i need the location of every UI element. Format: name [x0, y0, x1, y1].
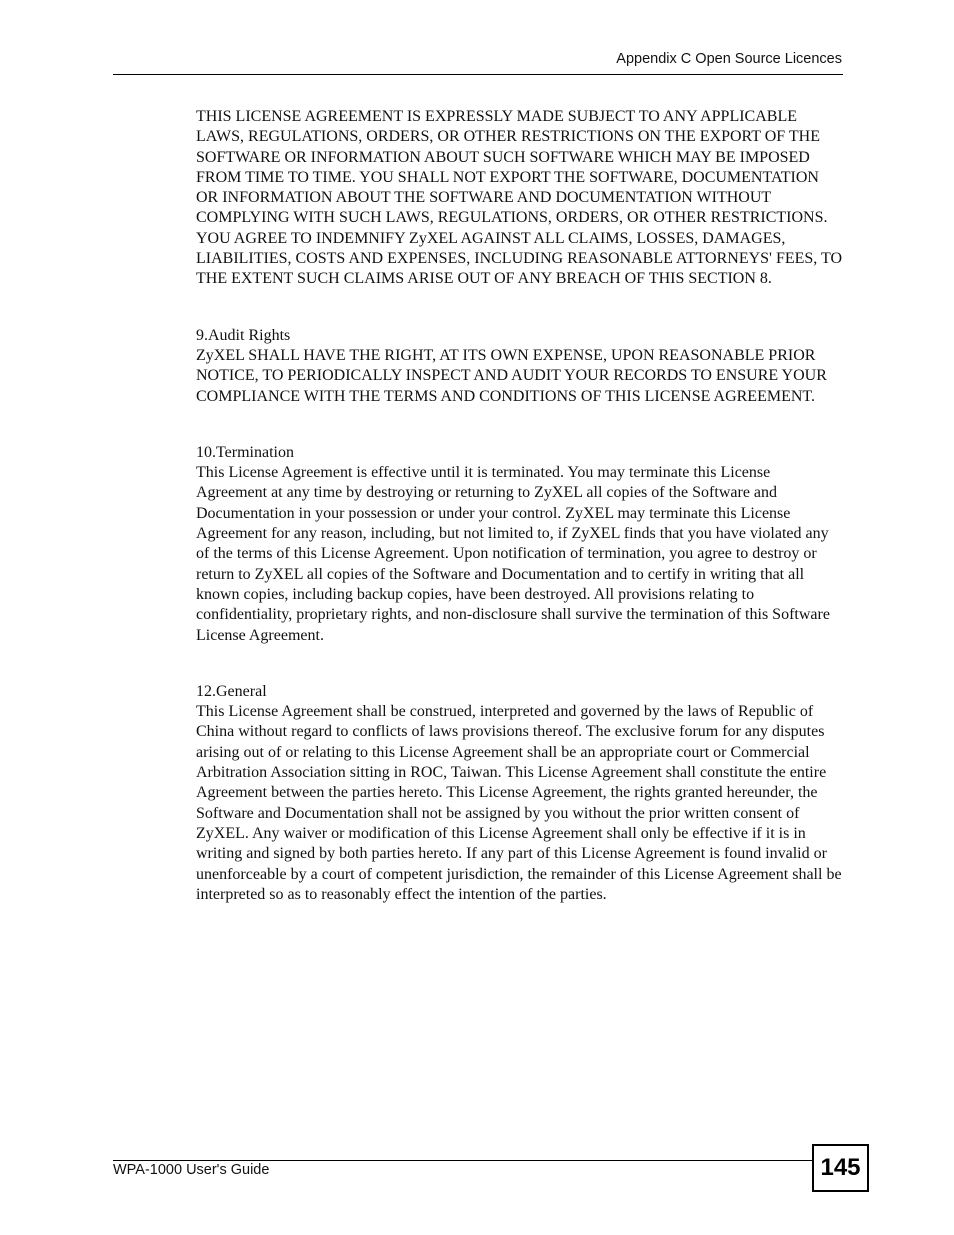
paragraph-audit-rights: ZyXEL SHALL HAVE THE RIGHT, AT ITS OWN EXPENSE, UPON REASONABLE PRIOR NOTICE, TO PERIODICALLY INSPECT AND AUDIT YOUR RECORDS TO ENSURE YOUR COMPLIANCE WITH THE TERMS AND CONDITIONS OF THIS LICENSE AGREEMENT.	[196, 346, 827, 405]
section-export-restrictions	[196, 107, 844, 290]
section-general	[196, 682, 844, 905]
section-gap	[196, 407, 844, 443]
section-termination	[196, 443, 844, 646]
page-number-box	[812, 1144, 869, 1192]
document-body	[196, 107, 844, 905]
paragraph-termination: This License Agreement is effective until it is terminated. You may terminate this License Agreement at any time by destroying or returning to ZyXEL all copies of the Software and Documentation in your possession or under your control. ZyXEL may terminate this License Agreement for any reason, including, but not limited to, if ZyXEL finds that you have violated any of the terms of this License Agreement. Upon notification of termination, you agree to destroy or return to ZyXEL all copies of the Software and Documentation and to certify in writing that all known copies, including backup copies, have been destroyed. All provisions relating to confidentiality, proprietary rights, and non-disclosure shall survive the termination of this Software License Agreement.	[196, 464, 830, 644]
heading-general: 12.General	[196, 682, 267, 700]
section-audit-rights	[196, 326, 844, 407]
footer-rule	[113, 1160, 813, 1161]
page-number: 145	[820, 1154, 861, 1181]
heading-termination: 10.Termination	[196, 443, 294, 461]
footer-guide-title: WPA-1000 User's Guide	[113, 1162, 270, 1178]
paragraph-general: This License Agreement shall be construed, interpreted and governed by the laws of Republic of China without regard to conflicts of laws provisions thereof. The exclusive forum for any disputes arising out of or relating to this License Agreement shall be an appropriate court or Commercial Arbitration Association sitting in ROC, Taiwan. This License Agreement shall constitute the entire Agreement between the parties hereto. This License Agreement, the rights granted hereunder, the Software and Documentation shall not be assigned by you without the prior written consent of ZyXEL. Any waiver or modification of this License Agreement shall only be effective if it is in writing and signed by both parties hereto. If any part of this License Agreement is found invalid or unenforceable by a court of competent jurisdiction, the remainder of this License Agreement shall be interpreted so as to reasonably effect the intention of the parties.	[196, 703, 842, 903]
section-gap	[196, 290, 844, 326]
header-rule	[113, 74, 843, 75]
heading-audit-rights: 9.Audit Rights	[196, 326, 291, 344]
paragraph-export-restrictions: THIS LICENSE AGREEMENT IS EXPRESSLY MADE SUBJECT TO ANY APPLICABLE LAWS, REGULATIONS, ORDERS, OR OTHER RESTRICTIONS ON THE EXPORT OF THE SOFTWARE OR INFORMATION ABOUT SUCH SOFTWARE WHICH MAY BE IMPOSED FROM TIME TO TIME. YOU SHALL NOT EXPORT THE SOFTWARE, DOCUMENTATION OR INFORMATION ABOUT THE SOFTWARE AND DOCUMENTATION WITHOUT COMPLYING WITH SUCH LAWS, REGULATIONS, ORDERS, OR OTHER RESTRICTIONS. YOU AGREE TO INDEMNIFY ZyXEL AGAINST ALL CLAIMS, LOSSES, DAMAGES, LIABILITIES, COSTS AND EXPENSES, INCLUDING REASONABLE ATTORNEYS' FEES, TO THE EXTENT SUCH CLAIMS ARISE OUT OF ANY BREACH OF THIS SECTION 8.	[196, 108, 843, 288]
running-header: Appendix C Open Source Licences	[616, 51, 842, 67]
section-gap	[196, 646, 844, 682]
